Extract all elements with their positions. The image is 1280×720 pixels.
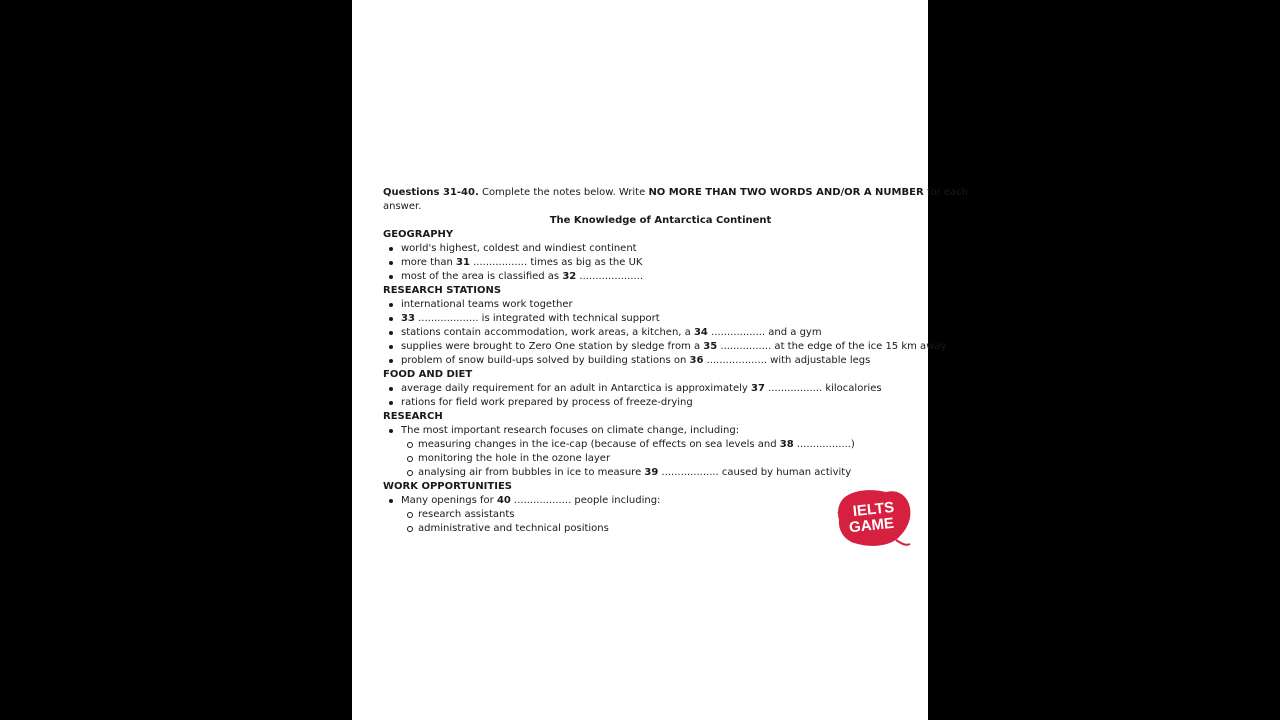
item-text: world's highest, coldest and windiest continent [401, 243, 637, 254]
questions-label: Questions 31-40. [383, 187, 479, 198]
answer-blank: ................... with adjustable legs [703, 355, 871, 366]
list-item [383, 382, 983, 396]
sub-list-item [383, 452, 983, 466]
research-sublist [383, 438, 983, 480]
page-title: The Knowledge of Antarctica Continent [549, 215, 772, 226]
instructions-emphasis: NO MORE THAN TWO WORDS AND/OR A NUMBER [648, 187, 924, 198]
section-heading-food-and-diet: FOOD AND DIET [383, 369, 473, 380]
instructions-text: Complete the notes below. Write [478, 187, 649, 198]
document-content [383, 186, 983, 536]
research-stations-list [383, 298, 983, 368]
answer-blank: ................ at the edge of the ice 15 km away [717, 341, 947, 352]
list-item [383, 312, 983, 326]
question-number: 31 [456, 257, 470, 268]
question-number: 32 [562, 271, 577, 282]
list-item [383, 424, 983, 438]
item-text: monitoring the hole in the ozone layer [418, 453, 611, 464]
question-number: 38 [779, 439, 794, 450]
item-text: The most important research focuses on climate change, including: [401, 425, 740, 436]
logo-text-ielts: IELTS [852, 498, 896, 521]
item-text: more than [401, 257, 456, 268]
item-text: problem of snow build-ups solved by building stations on [401, 355, 690, 366]
answer-blank: .................. caused by human activity [658, 467, 852, 478]
question-number: 33 [401, 313, 415, 324]
list-item [383, 270, 983, 284]
geography-list [383, 242, 983, 284]
instructions [383, 186, 983, 200]
answer-blank: ................. kilocalories [764, 383, 882, 394]
research-list [383, 424, 983, 438]
item-text: supplies were brought to Zero One station by sledge from a [401, 341, 704, 352]
document-page [352, 0, 968, 720]
item-text: research assistants [418, 509, 515, 520]
food-diet-list [383, 382, 983, 410]
question-number: 36 [689, 355, 704, 366]
section-heading-geography: GEOGRAPHY [383, 229, 454, 240]
instructions-line2: answer. [383, 201, 422, 212]
item-text: average daily requirement for an adult in Antarctica is approximately [401, 383, 752, 394]
item-text: analysing air from bubbles in ice to measure [418, 467, 645, 478]
logo-text-game: GAME [848, 514, 895, 537]
answer-blank: .................. people including: [510, 495, 661, 506]
list-item [383, 340, 983, 354]
list-item [383, 354, 983, 368]
answer-blank: ................. and a gym [707, 327, 822, 338]
item-text: administrative and technical positions [418, 523, 609, 534]
item-text: Many openings for [401, 495, 497, 506]
question-number: 35 [703, 341, 718, 352]
item-text: international teams work together [401, 299, 573, 310]
list-item [383, 326, 983, 340]
section-heading-work-opportunities: WORK OPPORTUNITIES [383, 481, 512, 492]
section-heading-research-stations: RESEARCH STATIONS [383, 285, 502, 296]
section-heading-research: RESEARCH [383, 411, 443, 422]
list-item [383, 256, 983, 270]
ielts-game-logo [836, 486, 912, 550]
item-text: measuring changes in the ice-cap (because of effects on sea levels and [418, 439, 780, 450]
list-item [383, 396, 983, 410]
item-text: rations for field work prepared by process of freeze-drying [401, 397, 693, 408]
sub-list-item [383, 466, 983, 480]
question-number: 37 [751, 383, 765, 394]
list-item [383, 242, 983, 256]
item-text: most of the area is classified as [401, 271, 563, 282]
answer-blank: ................. times as big as the UK [469, 257, 643, 268]
sub-list-item [383, 438, 983, 452]
instructions-text-end: for each [923, 187, 968, 198]
question-number: 39 [644, 467, 659, 478]
answer-blank: .................) [793, 439, 855, 450]
answer-blank: ................... is integrated with technical support [414, 313, 660, 324]
question-number: 40 [496, 495, 511, 506]
answer-blank: .................... [576, 271, 644, 282]
question-number: 34 [693, 327, 708, 338]
list-item [383, 298, 983, 312]
item-text: stations contain accommodation, work areas, a kitchen, a [401, 327, 694, 338]
